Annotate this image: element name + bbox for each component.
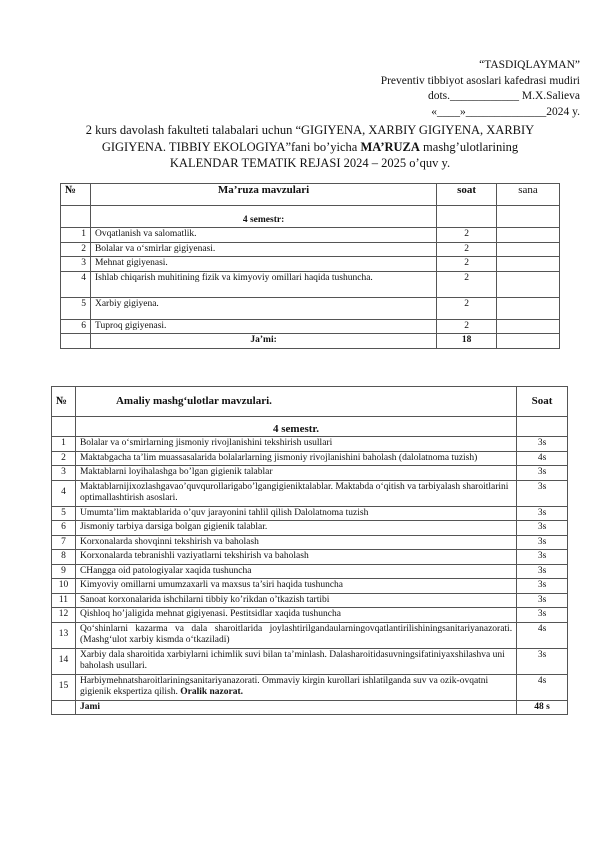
practical-semester: 4 semestr. — [75, 417, 516, 437]
table-row — [61, 257, 560, 272]
lecture-row-no: 4 — [61, 271, 91, 297]
practical-row-no: 5 — [52, 506, 76, 521]
lecture-head-date: sana — [497, 184, 560, 206]
table-row — [52, 593, 568, 608]
practical-table — [51, 386, 568, 715]
practical-row-hours: 4s — [517, 622, 568, 648]
practical-row-hours: 3s — [517, 648, 568, 674]
lecture-row-hours: 2 — [437, 297, 497, 319]
table-row — [52, 535, 568, 550]
lecture-head-topic: Ma’ruza mavzulari — [90, 184, 436, 206]
lecture-row-date — [497, 297, 560, 319]
practical-row-topic: Harbiymehnatsharoitlariningsanitariyanazorati. Ommaviy kirgin kurollari ishlatilganda suv va ozik-ovqatni gigienik ekspertiza qilish. Oralik nazorat. — [75, 674, 516, 700]
table-row — [52, 674, 568, 700]
practical-row-no: 8 — [52, 550, 76, 565]
practical-row-hours: 3s — [517, 466, 568, 481]
practical-row-topic: Maktablarnijixozlashgavao’quvqurollarigabo’lgangigieniktalablar. Maktabda o‘qitish va tarbiyalash sharoitlarini optimallashtirish asoslari. — [75, 480, 516, 506]
lecture-head-no: № — [61, 184, 91, 206]
lecture-row-hours: 2 — [437, 257, 497, 272]
table-row — [52, 579, 568, 594]
practical-total-hours: 48 s — [517, 700, 568, 715]
lecture-head-hours: soat — [437, 184, 497, 206]
table-row — [52, 521, 568, 536]
table-row — [52, 506, 568, 521]
practical-row-topic-bold: Oralik nazorat. — [177, 687, 244, 697]
practical-row-hours: 3s — [517, 521, 568, 536]
practical-row-no: 3 — [52, 466, 76, 481]
practical-row-hours: 3s — [517, 564, 568, 579]
practical-row-no: 15 — [52, 674, 76, 700]
lecture-row-no: 2 — [61, 242, 91, 257]
practical-row-hours: 4s — [517, 451, 568, 466]
title-line-2: GIGIYENA. TIBBIY EKOLOGIYA”fani bo’yicha MA’RUZA mashg’ulotlarining — [101, 139, 519, 154]
practical-head-hours: Soat — [517, 387, 568, 417]
approval-signature: dots.____________ M.X.Salieva — [427, 90, 580, 102]
lecture-row-date — [497, 242, 560, 257]
lecture-row-topic: Xarbiy gigiyena. — [90, 297, 436, 319]
document-title — [40, 122, 580, 172]
practical-row-topic: Maktablarni loyihalashga bo’lgan gigienik talablar — [75, 466, 516, 481]
table-row — [52, 648, 568, 674]
practical-row-topic: Jismoniy tarbiya darsiga bolgan gigienik talablar. — [75, 521, 516, 536]
lecture-row-topic: Tuproq gigiyenasi. — [90, 319, 436, 334]
approval-block — [280, 58, 580, 120]
title-line-3: KALENDAR TEMATIK REJASI 2024 – 2025 o’quv y. — [169, 156, 451, 170]
table-row — [52, 437, 568, 452]
table-row — [52, 608, 568, 623]
practical-row-no: 12 — [52, 608, 76, 623]
lecture-row-hours: 2 — [437, 319, 497, 334]
table-row — [52, 480, 568, 506]
practical-head-no: № — [52, 387, 76, 417]
practical-row-topic: Xarbiy dala sharoitida xarbiylarni ichimlik suvi bilan ta’minlash. Dalasharoitidasuvningsifatiniyaxshilashva uni baholash usullari. — [75, 648, 516, 674]
practical-row-hours: 3s — [517, 550, 568, 565]
lecture-row-no: 1 — [61, 228, 91, 243]
approval-title: “TASDIQLAYMAN” — [479, 59, 580, 71]
title-line-1: 2 kurs davolash fakulteti talabalari uchun “GIGIYENA, XARBIY GIGIYENA, XARBIY — [85, 123, 535, 137]
lecture-total-hours: 18 — [437, 334, 497, 349]
approval-date: «____»______________2024 y. — [431, 105, 580, 118]
lecture-row-topic: Ishlab chiqarish muhitining fizik va kimyoviy omillari haqida tushuncha. — [90, 271, 436, 297]
lecture-row-hours: 2 — [437, 242, 497, 257]
practical-row-no: 4 — [52, 480, 76, 506]
practical-row-no: 1 — [52, 437, 76, 452]
practical-row-no: 6 — [52, 521, 76, 536]
practical-row-hours: 3s — [517, 593, 568, 608]
practical-row-topic: Korxonalarda shovqinni tekshirish va baholash — [75, 535, 516, 550]
practical-row-no: 11 — [52, 593, 76, 608]
practical-row-no: 7 — [52, 535, 76, 550]
lecture-row-hours: 2 — [437, 228, 497, 243]
table-row — [52, 622, 568, 648]
practical-row-topic: Korxonalarda tebranishli vaziyatlarni tekshirish va baholash — [75, 550, 516, 565]
practical-head-topic: Amaliy mashg‘ulotlar mavzulari. — [75, 387, 516, 417]
practical-row-topic: Qishloq ho’jaligida mehnat gigiyenasi. Pestitsidlar xaqida tushuncha — [75, 608, 516, 623]
practical-row-no: 9 — [52, 564, 76, 579]
approval-department: Preventiv tibbiyot asoslari kafedrasi mudiri — [380, 74, 580, 87]
practical-row-topic: Sanoat korxonalarida ishchilarni tibbiy ko’rikdan o’tkazish tartibi — [75, 593, 516, 608]
lecture-row-topic: Mehnat gigiyenasi. — [90, 257, 436, 272]
practical-row-no: 2 — [52, 451, 76, 466]
practical-row-hours: 3s — [517, 579, 568, 594]
lecture-total-label: Ja’mi: — [90, 334, 436, 349]
lecture-semester: 4 semestr: — [90, 206, 436, 228]
practical-row-hours: 4s — [517, 674, 568, 700]
practical-row-topic: Bolalar va o‘smirlarning jismoniy rivojlanishini tekshirish usullari — [75, 437, 516, 452]
table-row — [61, 297, 560, 319]
lecture-row-topic: Bolalar va o‘smirlar gigiyenasi. — [90, 242, 436, 257]
lecture-row-no: 6 — [61, 319, 91, 334]
table-row — [61, 271, 560, 297]
practical-row-no: 14 — [52, 648, 76, 674]
table-row — [52, 466, 568, 481]
practical-row-hours: 3s — [517, 437, 568, 452]
table-row — [61, 228, 560, 243]
lecture-row-date — [497, 271, 560, 297]
lecture-row-no: 3 — [61, 257, 91, 272]
practical-total-label: Jami — [75, 700, 516, 715]
lecture-row-date — [497, 228, 560, 243]
practical-row-topic: CHangga oid patologiyalar xaqida tushuncha — [75, 564, 516, 579]
practical-row-hours: 3s — [517, 608, 568, 623]
practical-row-topic: Qo‘shinlarni kazarma va dala sharoitlarida joylashtirilgandaularningovqatlantirilishiningsanitariyanazorati. (Mashg‘ulot xarbiy kismda o‘tkaziladi) — [75, 622, 516, 648]
lecture-table — [60, 183, 560, 349]
lecture-row-topic: Ovqatlanish va salomatlik. — [90, 228, 436, 243]
practical-row-no: 13 — [52, 622, 76, 648]
lecture-row-date — [497, 319, 560, 334]
practical-row-topic: Umumta’lim maktablarida o’quv jarayonini tahlil qilish Dalolatnoma tuzish — [75, 506, 516, 521]
table-row — [52, 550, 568, 565]
practical-row-hours: 3s — [517, 506, 568, 521]
practical-row-no: 10 — [52, 579, 76, 594]
table-row — [61, 242, 560, 257]
table-row — [52, 564, 568, 579]
table-row — [61, 319, 560, 334]
lecture-row-hours: 2 — [437, 271, 497, 297]
practical-row-hours: 3s — [517, 480, 568, 506]
practical-row-topic: Kimyoviy omillarni umumzaxarli va maxsus ta’siri haqida tushuncha — [75, 579, 516, 594]
table-row — [52, 451, 568, 466]
practical-row-hours: 3s — [517, 535, 568, 550]
lecture-row-no: 5 — [61, 297, 91, 319]
lecture-row-date — [497, 257, 560, 272]
practical-row-topic: Maktabgacha ta’lim muassasalarida bolalarlarning jismoniy rivojlanishini baholash (dalolatnoma tuzish) — [75, 451, 516, 466]
